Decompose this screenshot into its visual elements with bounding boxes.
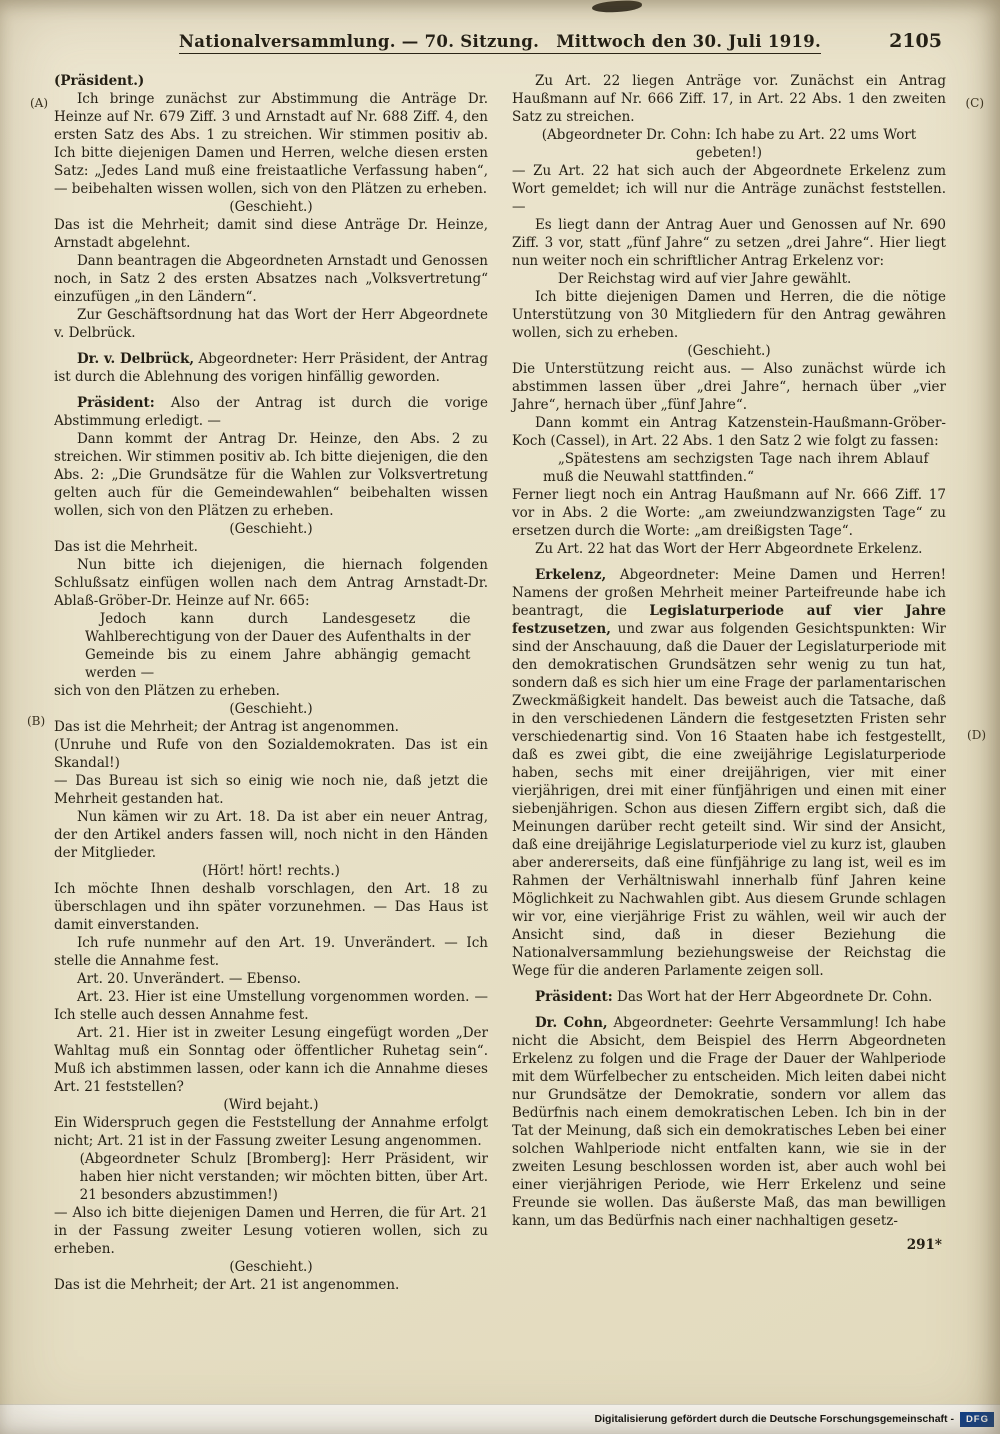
body-text: Also der Antrag ist durch die vorige Abstimmung erledigt. — bbox=[54, 395, 488, 429]
body-text: (Abgeordneter Schulz [Bromberg]: Herr Präsident, wir haben hier nicht verstanden; wir möchten bitten, über Art. 21 besonders abzustimmen!) bbox=[79, 1151, 488, 1203]
right-column bbox=[512, 72, 946, 1382]
paragraph bbox=[54, 682, 488, 700]
paragraph bbox=[512, 566, 946, 980]
body-text: (Unruhe und Rufe von den Sozialdemokraten. Das ist ein Skandal!) bbox=[54, 737, 488, 771]
emphasis-text: Dr. v. Delbrück, bbox=[76, 351, 195, 367]
body-text: Das Wort hat der Herr Abgeordnete Dr. Cohn. bbox=[612, 989, 933, 1005]
paragraph bbox=[54, 198, 488, 216]
body-text: Der Reichstag wird auf vier Jahre gewählt. bbox=[557, 271, 852, 287]
paragraph bbox=[512, 486, 946, 540]
emphasis-text: Legislaturperiode auf vier Jahre festzusetzen, bbox=[512, 603, 946, 637]
digitization-footer bbox=[0, 1404, 1000, 1434]
body-text: Abgeordneter: Geehrte Versammlung! Ich habe nicht die Absicht, dem Beispiel des Herrn Abgeordneten Erkelenz zu folgen und die Frage der Dauer der Wahlperiode mit dem Würfelbecher zu entscheiden. Mich leiten dabei nicht nur Grundsätze der Demokratie, sondern vor allem das Bedürfnis nach einem demokratischen Leben. Ich bin in der Tat der Meinung, daß sich ein demokratisches Leben bei einer solchen Wahlperiode nicht entfalten kann, wie sie in der zweiten Lesung beschlossen worden ist, aber auch wohl bei einer vierjährigen Periode, wie Herr Erkelenz und seine Freunde sie wollen. Das äußerste Maß, das man bewilligen kann, um das Bedürfnis nach einer nachhaltigen gesetz- bbox=[512, 1015, 946, 1229]
page-number: 2105 bbox=[889, 30, 942, 52]
paragraph bbox=[54, 808, 488, 862]
body-text: (Geschieht.) bbox=[229, 701, 313, 717]
body-text: — Also ich bitte diejenigen Damen und Herren, die für Art. 21 in der Fassung zweiter Lesung votieren wollen, sich zu erheben. bbox=[54, 1205, 488, 1257]
paragraph bbox=[54, 72, 488, 90]
body-text: Ich rufe nunmehr auf den Art. 19. Unverändert. — Ich stelle die Annahme fest. bbox=[54, 935, 488, 969]
body-text: Ich möchte Ihnen deshalb vorschlagen, den Art. 18 zu überschlagen und ihn später vorzunehmen. — Das Haus ist damit einverstanden. bbox=[54, 881, 488, 933]
paragraph bbox=[543, 450, 928, 486]
paragraph bbox=[54, 970, 488, 988]
paragraph bbox=[54, 862, 488, 880]
paragraph bbox=[512, 216, 946, 270]
emphasis-text: (Präsident.) bbox=[54, 73, 145, 89]
paragraph bbox=[54, 880, 488, 934]
body-text: Das ist die Mehrheit; damit sind diese Anträge Dr. Heinze, Arnstadt abgelehnt. bbox=[54, 217, 488, 251]
text-columns bbox=[54, 72, 946, 1382]
body-text: Es liegt dann der Antrag Auer und Genossen auf Nr. 690 Ziff. 3 vor, statt „fünf Jahre“ zu setzen „drei Jahre“. Hier liegt nun weiter noch ein schriftlicher Antrag Erkelenz vor: bbox=[512, 217, 946, 269]
body-text: Das ist die Mehrheit; der Antrag ist angenommen. bbox=[54, 719, 399, 735]
paragraph bbox=[512, 1236, 946, 1254]
body-text: Die Unterstützung reicht aus. — Also zunächst würde ich abstimmen lassen über „drei Jahre“, hernach über „vier Jahre“, hernach über „fünf Jahre“. bbox=[512, 361, 946, 413]
scan-artifact bbox=[592, 0, 643, 13]
body-text: Nun bitte ich diejenigen, die hiernach folgenden Schlußsatz einfügen wollen nach dem Antrag Arnstadt-Dr. Ablaß-Gröber-Dr. Heinze auf Nr. 665: bbox=[54, 557, 488, 609]
margin-marker-c: (C) bbox=[965, 96, 984, 110]
paragraph bbox=[54, 216, 488, 252]
body-text: — Das Bureau ist sich so einig wie noch nie, daß jetzt die Mehrheit gestanden hat. bbox=[54, 773, 488, 807]
paragraph bbox=[54, 1024, 488, 1096]
paragraph bbox=[54, 718, 488, 736]
body-text: Art. 23. Hier ist eine Umstellung vorgenommen worden. — Ich stelle auch dessen Annahme fest. bbox=[54, 989, 488, 1023]
paragraph bbox=[512, 126, 946, 162]
body-text: (Geschieht.) bbox=[229, 1259, 313, 1275]
body-text: Nun kämen wir zu Art. 18. Da ist aber ein neuer Antrag, der den Artikel anders fassen will, noch nicht in den Händen der Mitglieder. bbox=[54, 809, 488, 861]
paragraph bbox=[54, 430, 488, 520]
paragraph bbox=[54, 988, 488, 1024]
paragraph bbox=[512, 540, 946, 558]
body-text: Abgeordneter: Herr Präsident, der Antrag ist durch die Ablehnung des vorigen hinfällig geworden. bbox=[54, 351, 488, 385]
paragraph bbox=[512, 72, 946, 126]
body-text: (Hört! hört! rechts.) bbox=[202, 863, 340, 879]
body-text: Art. 21. Hier ist in zweiter Lesung eingefügt worden „Der Wahltag muß ein Sonntag oder öffentlicher Ruhetag sein“. Muß ich abstimmen lassen, oder kann ich die Annahme dieses Art. 21 feststellen? bbox=[54, 1025, 488, 1095]
body-text: sich von den Plätzen zu erheben. bbox=[54, 683, 280, 699]
paragraph bbox=[54, 350, 488, 386]
body-text: Das ist die Mehrheit. bbox=[54, 539, 198, 555]
body-text: Ich bringe zunächst zur Abstimmung die Anträge Dr. Heinze auf Nr. 679 Ziff. 3 und Arnstadt auf Nr. 688 Ziff. 4, den ersten Satz des Abs. 1 zu streichen. Wir stimmen positiv ab. Ich bitte diejenigen Damen und Herren, welche diesen ersten Satz: „Jedes Land muß eine freistaatliche Verfassung haben“, — beibehalten wissen wollen, sich von den Plätzen zu erheben. bbox=[54, 91, 488, 197]
emphasis-text: Erkelenz, bbox=[534, 567, 607, 583]
body-text: (Abgeordneter Dr. Cohn: Ich habe zu Art. 22 ums Wort gebeten!) bbox=[541, 127, 917, 161]
paragraph bbox=[54, 306, 488, 342]
paragraph bbox=[54, 700, 488, 718]
paragraph bbox=[512, 288, 946, 342]
left-column bbox=[54, 72, 488, 1382]
body-text: Dann beantragen die Abgeordneten Arnstadt und Genossen noch, in Satz 2 des ersten Absatzes nach „Volksvertretung“ einzufügen „in den Ländern“. bbox=[54, 253, 488, 305]
dfg-logo: DFG bbox=[960, 1412, 994, 1427]
emphasis-text: Präsident: bbox=[76, 395, 155, 411]
body-text: Dann kommt ein Antrag Katzenstein-Haußmann-Gröber-Koch (Cassel), in Art. 22 Abs. 1 den Satz 2 wie folgt zu fassen: bbox=[512, 415, 946, 449]
paragraph bbox=[54, 772, 488, 808]
paragraph bbox=[512, 342, 946, 360]
body-text: Das ist die Mehrheit; der Art. 21 ist angenommen. bbox=[54, 1277, 400, 1293]
paragraph bbox=[54, 1258, 488, 1276]
paragraph bbox=[54, 934, 488, 970]
emphasis-text: Dr. Cohn, bbox=[534, 1015, 608, 1031]
paragraph bbox=[54, 1276, 488, 1294]
paragraph bbox=[54, 736, 488, 772]
paragraph bbox=[54, 90, 488, 198]
body-text: Zu Art. 22 liegen Anträge vor. Zunächst ein Antrag Haußmann auf Nr. 666 Ziff. 17, in Art. 22 Abs. 1 den zweiten Satz zu streichen. bbox=[512, 73, 946, 125]
footer-text: Digitalisierung gefördert durch die Deutsche Forschungsgemeinschaft - bbox=[594, 1413, 954, 1425]
paragraph bbox=[54, 538, 488, 556]
paragraph bbox=[54, 252, 488, 306]
body-text: — Zu Art. 22 hat sich auch der Abgeordnete Erkelenz zum Wort gemeldet; ich will nur die Anträge zunächst feststellen. — bbox=[512, 163, 946, 215]
paragraph bbox=[512, 162, 946, 216]
paragraph bbox=[512, 414, 946, 450]
paragraph bbox=[512, 1014, 946, 1230]
body-text: Zur Geschäftsordnung hat das Wort der Herr Abgeordnete v. Delbrück. bbox=[54, 307, 488, 341]
body-text: Jedoch kann durch Landesgesetz die Wahlberechtigung von der Dauer des Aufenthalts in der Gemeinde bis zu einem Jahre abhängig gemacht werden — bbox=[85, 611, 471, 681]
body-text: „Spätestens am sechzigsten Tage nach ihrem Ablauf muß die Neuwahl stattfinden.“ bbox=[543, 451, 929, 485]
body-text: 291* bbox=[906, 1237, 942, 1253]
body-text: Ich bitte diejenigen Damen und Herren, die die nötige Unterstützung von 30 Mitgliedern für den Antrag gewähren wollen, sich zu erheben. bbox=[512, 289, 946, 341]
body-text: (Geschieht.) bbox=[229, 199, 313, 215]
header-title: Nationalversammlung. — 70. Sitzung. Mittwoch den 30. Juli 1919. bbox=[179, 32, 821, 54]
paragraph bbox=[85, 610, 470, 682]
margin-marker-b: (B) bbox=[27, 714, 46, 728]
paragraph bbox=[54, 1096, 488, 1114]
paragraph bbox=[80, 1150, 488, 1204]
body-text: und zwar aus folgenden Gesichtspunkten: Wir sind der Anschauung, daß die Dauer der Legislaturperiode mit den demokratischen Grundsätzen sehr wenig zu tun hat, sondern daß es sich hier um eine Frage der parlamentarischen Zweckmäßigkeit handelt. Das beweist auch die Tatsache, daß in den verschiedenen Ländern die festgesetzten Fristen sehr verschiedenartig sind. Von 16 Staaten habe ich festgestellt, daß es zwei gibt, die eine zweijährige Legislaturperiode haben, sechs mit einer dreijährigen, vier mit einer vierjährigen, drei mit einer fünfjährigen und einen mit einer siebenjährigen. Schon aus diesen Ziffern ergibt sich, daß die Meinungen darüber recht geteilt sind. Wir sind der Ansicht, daß eine dreijährige Legislaturperiode viel zu kurz ist, glauben aber andererseits, daß eine fünfjährige zu lang ist, weil es im Rahmen der Verhältniswahl innerhalb fünf Jahren keine Möglichkeit zu Nachwahlen gibt. Aus diesem Grunde schlagen wir vor, eine vierjährige Frist zu wählen, weil wir auch der Ansicht sind, daß in dieser Beziehung die Nationalversammlung beziehungsweise der Reichstag die Wege für die anderen Parlamente zeigen soll. bbox=[512, 621, 946, 979]
paragraph bbox=[54, 520, 488, 538]
body-text: Abgeordneter: Meine Damen und Herren! Namens der großen Mehrheit meiner Parteifreunde habe ich beantragt, die bbox=[512, 567, 946, 619]
body-text: Art. 20. Unverändert. — Ebenso. bbox=[76, 971, 301, 987]
body-text: Ferner liegt noch ein Antrag Haußmann auf Nr. 666 Ziff. 17 vor in Abs. 2 die Worte: „am zweiundzwanzigsten Tage“ zu ersetzen durch die Worte: „am dreißigsten Tage“. bbox=[512, 487, 946, 539]
emphasis-text: Präsident: bbox=[534, 989, 613, 1005]
page-header bbox=[52, 32, 948, 54]
paragraph bbox=[54, 1114, 488, 1150]
body-text: Ein Widerspruch gegen die Feststellung der Annahme erfolgt nicht; Art. 21 ist in der Fassung zweiter Lesung angenommen. bbox=[54, 1115, 488, 1149]
paragraph bbox=[512, 988, 946, 1006]
paragraph bbox=[54, 556, 488, 610]
body-text: (Wird bejaht.) bbox=[223, 1097, 319, 1113]
paragraph bbox=[54, 394, 488, 430]
body-text: Zu Art. 22 hat das Wort der Herr Abgeordnete Erkelenz. bbox=[534, 541, 923, 557]
paragraph bbox=[54, 1204, 488, 1258]
body-text: (Geschieht.) bbox=[229, 521, 313, 537]
margin-marker-d: (D) bbox=[967, 728, 986, 742]
body-text: (Geschieht.) bbox=[687, 343, 771, 359]
paragraph bbox=[512, 360, 946, 414]
margin-marker-a: (A) bbox=[30, 96, 49, 110]
paragraph bbox=[543, 270, 928, 288]
body-text: Dann kommt der Antrag Dr. Heinze, den Abs. 2 zu streichen. Wir stimmen positiv ab. Ich bitte diejenigen, die den Abs. 2: „Die Grundsätze für die Wahlen zur Volksvertretung gelten auch für die Gemeindewahlen“ beibehalten wissen wollen, sich von den Plätzen zu erheben. bbox=[54, 431, 488, 519]
